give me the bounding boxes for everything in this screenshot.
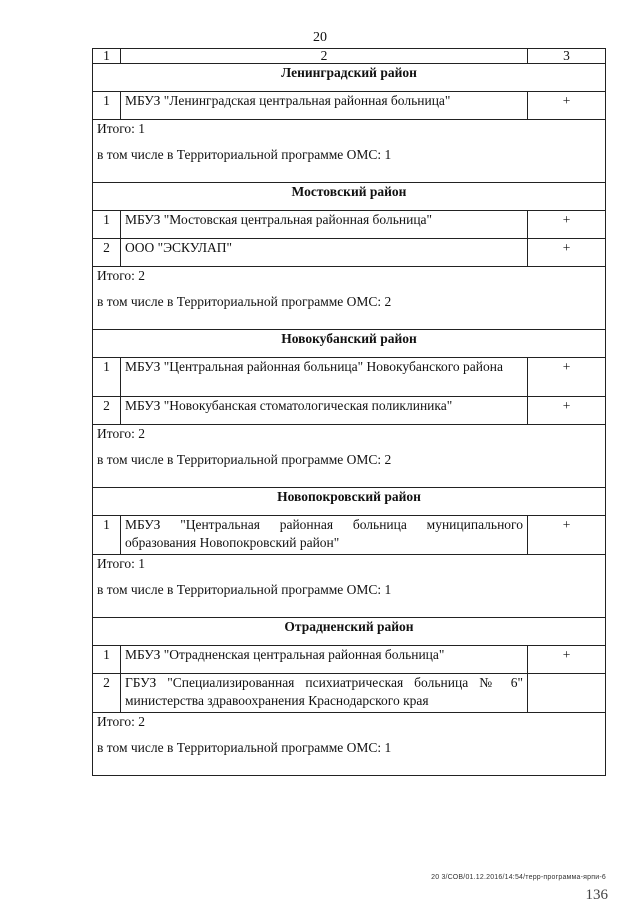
section-title: Новопокровский район [93,488,606,516]
oms-mark [528,674,606,713]
section-title: Новокубанский район [93,330,606,358]
section-total-cell [93,555,606,618]
table-row [93,211,606,239]
row-number: 1 [93,211,121,239]
section-total-row [93,120,606,183]
organization-name: МБУЗ "Новокубанская стоматологическая поликлиника" [121,397,528,425]
section-heading-row [93,330,606,358]
row-number: 2 [93,674,121,713]
page-number: 20 [313,30,327,45]
document-footer-metadata: 20 3/СОВ/01.12.2016/14:54/терр-программа-ярпи-6 [431,874,606,881]
section-heading-row [93,183,606,211]
organization-name: МБУЗ "Центральная районная больница" Новокубанского района [121,358,528,397]
row-number: 1 [93,516,121,555]
oms-included-count: в том числе в Территориальной программе ОМС: 2 [97,294,392,309]
table-row [93,239,606,267]
table-row [93,397,606,425]
section-total-cell [93,267,606,330]
total-count: Итого: 2 [97,268,146,283]
organization-name: ГБУЗ "Специализированная психиатрическая больница № 6" министерства здравоохранения Краснодарского края [121,674,528,713]
row-number: 2 [93,239,121,267]
column-header-3: 3 [528,49,606,64]
oms-included-count: в том числе в Территориальной программе ОМС: 1 [97,147,392,162]
total-count: Итого: 1 [97,121,146,136]
oms-included-count: в том числе в Территориальной программе ОМС: 1 [97,582,392,597]
organization-name: МБУЗ "Ленинградская центральная районная больница" [121,92,528,120]
organization-name: МБУЗ "Центральная районная больница муниципального образования Новопокровский район" [121,516,528,555]
column-header-1: 1 [93,49,121,64]
section-total-cell [93,425,606,488]
section-total-row [93,267,606,330]
oms-mark: + [528,646,606,674]
handwritten-page-number: 136 [585,887,608,903]
oms-included-count: в том числе в Территориальной программе ОМС: 2 [97,452,392,467]
organization-name: МБУЗ "Мостовская центральная районная больница" [121,211,528,239]
table-row [93,516,606,555]
section-total-row [93,713,606,776]
row-number: 1 [93,358,121,397]
oms-mark: + [528,92,606,120]
table-row [93,92,606,120]
organization-name: МБУЗ "Отрадненская центральная районная больница" [121,646,528,674]
row-number: 1 [93,646,121,674]
oms-included-count: в том числе в Территориальной программе ОМС: 1 [97,740,392,755]
oms-mark: + [528,397,606,425]
table-header-row [93,49,606,64]
section-heading-row [93,618,606,646]
section-title: Мостовский район [93,183,606,211]
organizations-table [92,48,606,776]
section-total-cell [93,120,606,183]
section-total-cell [93,713,606,776]
oms-mark: + [528,211,606,239]
section-heading-row [93,64,606,92]
section-title: Отрадненский район [93,618,606,646]
oms-mark: + [528,358,606,397]
section-title: Ленинградский район [93,64,606,92]
section-heading-row [93,488,606,516]
oms-mark: + [528,516,606,555]
total-count: Итого: 2 [97,426,146,441]
column-header-2: 2 [121,49,528,64]
table-row [93,646,606,674]
row-number: 1 [93,92,121,120]
total-count: Итого: 1 [97,556,146,571]
section-total-row [93,425,606,488]
total-count: Итого: 2 [97,714,146,729]
table-row [93,674,606,713]
oms-mark: + [528,239,606,267]
section-total-row [93,555,606,618]
row-number: 2 [93,397,121,425]
table-row [93,358,606,397]
organization-name: ООО "ЭСКУЛАП" [121,239,528,267]
